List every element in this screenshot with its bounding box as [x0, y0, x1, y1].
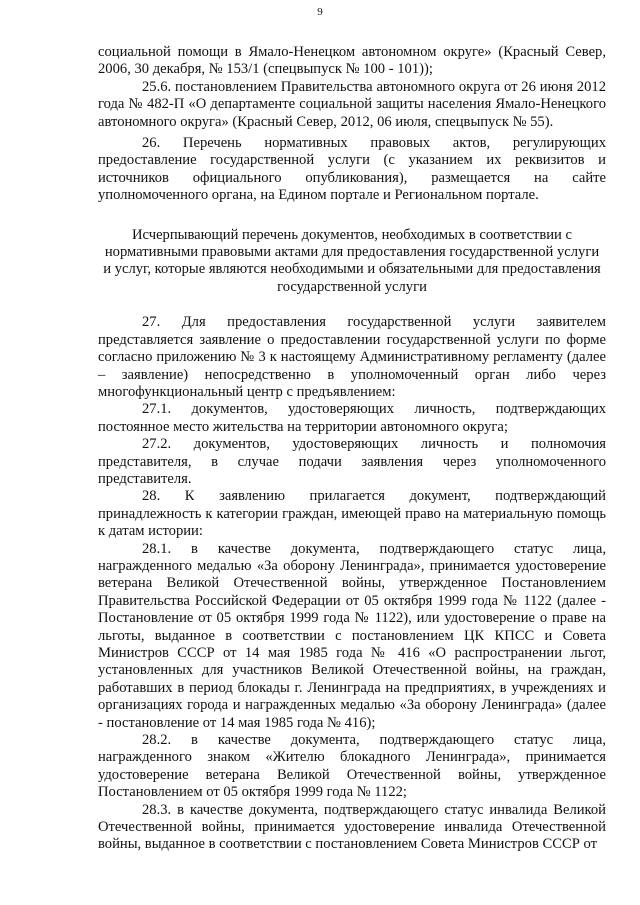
paragraph-27-1: 27.1. документов, удостоверяющих личность, подтверждающих постоянное место жительства на территории автономного округа; — [98, 401, 606, 435]
document-body — [98, 0, 606, 854]
paragraph-28-1: 28.1. в качестве документа, подтверждающего статус лица, награжденного медалью «За оборону Ленинграда», принимается удостоверение ветерана Великой Отечественной войны, утвержденное Постановлением Правительства Российской Федерации от 05 октября 1999 года № 1122 (далее - Постановление от 05 октября 1999 года № 1122), или удостоверение о праве на льготы, выданное в соответствии с постановлением ЦК КПСС и Совета Министров СССР от 14 мая 1985 года № 416 «О распространении льгот, установленных для участников Великой Отечественной войны, на граждан, работавших в период блокады г. Ленинграда на предприятиях, в учреждениях и организациях города и награжденных медалью «За оборону Ленинграда» (далее - постановление от 14 мая 1985 года № 416); — [98, 540, 606, 731]
page-number: 9 — [317, 6, 323, 18]
paragraph-28-2: 28.2. в качестве документа, подтверждающего статус лица, награжденного знаком «Жителю блокадного Ленинграда», принимается удостоверение ветерана Великой Отечественной войны, утвержденное Постановлением от 05 октября 1999 года № 1122; — [98, 732, 606, 801]
paragraph-26: 26. Перечень нормативных правовых актов, регулирующих предоставление государственной услуги (с указанием их реквизитов и источников официального опубликования), размещается на сайте уполномоченного органа, на Едином портале и Региональном портале. — [98, 135, 606, 204]
section-heading: Исчерпывающий перечень документов, необходимых в соответствии с нормативными правовыми актами для предоставления государственной услуги и услуг, которые являются необходимыми и обязательными для предоставления государственной услуги — [103, 226, 601, 295]
paragraph-27: 27. Для предоставления государственной услуги заявителем представляется заявление о предоставлении государственной услуги по форме согласно приложению № 3 к настоящему Административному регламенту (далее – заявление) непосредственно в уполномоченный орган либо через многофункциональный центр с предъявлением: — [98, 314, 606, 400]
paragraph-continuation: социальной помощи в Ямало-Ненецком автономном округе» (Красный Север, 2006, 30 декабря, № 153/1 (спецвыпуск № 100 - 101)); — [98, 44, 606, 78]
paragraph-28: 28. К заявлению прилагается документ, подтверждающий принадлежность к категории граждан, имеющей право на материальную помощь к датам истории: — [98, 488, 606, 540]
paragraph-28-3: 28.3. в качестве документа, подтверждающего статус инвалида Великой Отечественной войны, принимается удостоверение инвалида Отечественной войны, выданное в соответствии с постановлением Совета Министров СССР от — [98, 801, 606, 853]
paragraph-27-2: 27.2. документов, удостоверяющих личность и полномочия представителя, в случае подачи заявления через уполномоченного представителя. — [98, 436, 606, 487]
paragraph-25-6: 25.6. постановлением Правительства автономного округа от 26 июня 2012 года № 482-П «О департаменте социальной защиты населения Ямало-Ненецкого автономного округа» (Красный Север, 2012, 06 июля, спецвыпуск № 55). — [98, 78, 606, 130]
